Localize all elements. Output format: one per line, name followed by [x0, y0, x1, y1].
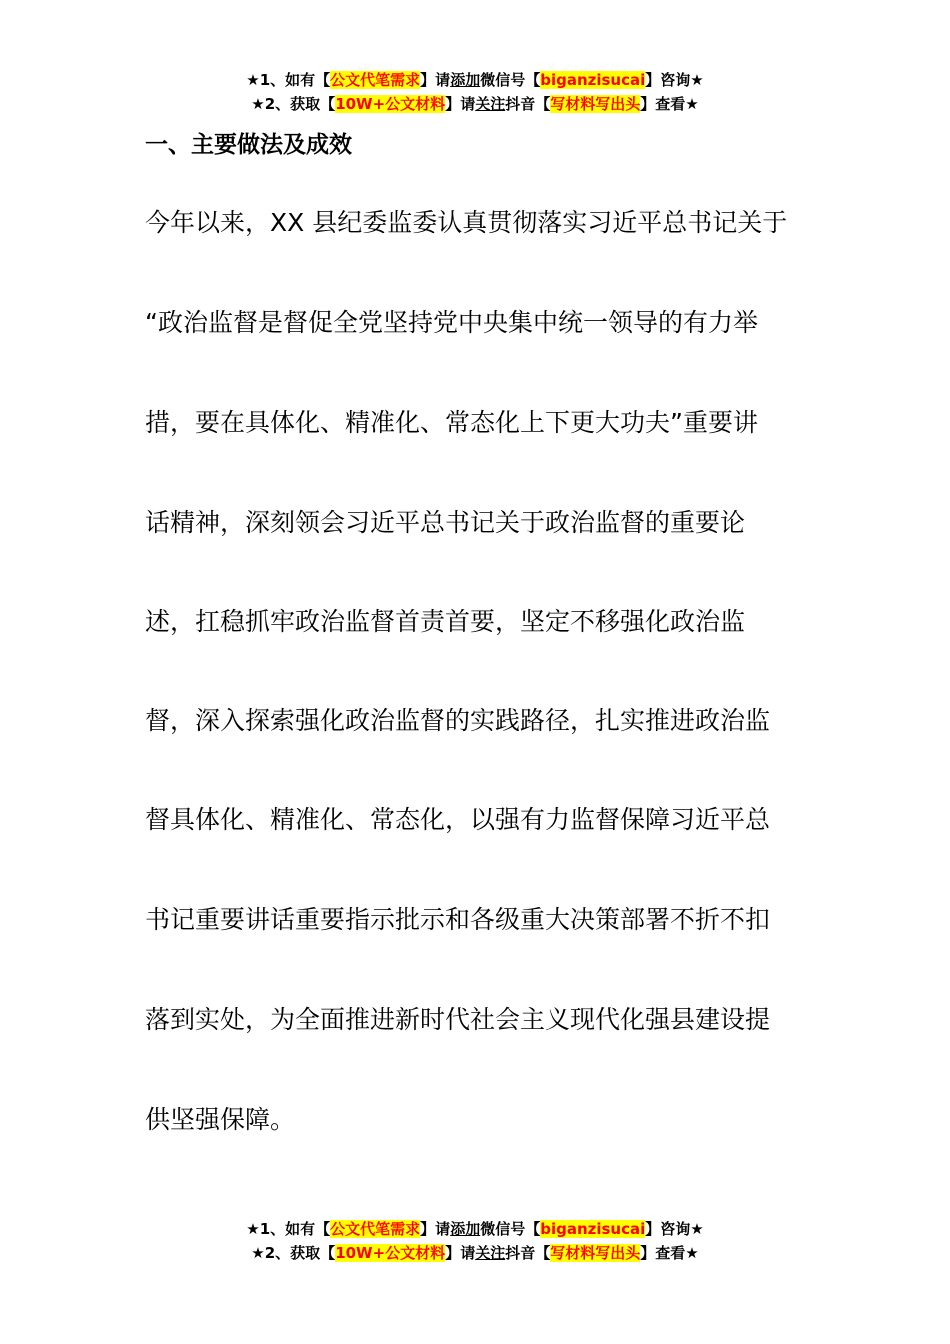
promo-highlight: 公文代笔需求	[330, 71, 421, 89]
promo-highlight: 公文代笔需求	[330, 1220, 421, 1238]
promo-line-2	[0, 92, 950, 116]
promo-highlight: 10W+公文材料	[335, 1244, 446, 1262]
promo-text: 微信号【	[480, 71, 541, 89]
paragraph-line: 述，扛稳抓牢政治监督首责首要，坚定不移强化政治监	[145, 607, 746, 636]
paragraph-line: 今年以来，XX 县纪委监委认真贯彻落实习近平总书记关于	[145, 208, 788, 237]
paragraph-line: 书记重要讲话重要指示批示和各级重大决策部署不折不扣	[145, 905, 771, 934]
promo-text: 】请	[445, 1244, 476, 1262]
paragraph-line: “政治监督是督促全党坚持党中央集中统一领导的有力举	[145, 308, 758, 337]
promo-underlined: 关注	[475, 1244, 506, 1262]
promo-underlined: 关注	[475, 95, 506, 113]
promo-text: ★2、获取【	[251, 95, 336, 113]
paragraph-line: 供坚强保障。	[145, 1105, 296, 1134]
promo-text: 】咨询★	[645, 1220, 704, 1238]
promo-underlined: 添加	[450, 71, 481, 89]
promo-highlight: 写材料写出头	[550, 95, 641, 113]
section-heading: 一、主要做法及成效	[145, 132, 352, 158]
promo-highlight: biganzisucai	[540, 71, 646, 89]
promo-text: 微信号【	[480, 1220, 541, 1238]
promo-text: 】请	[420, 71, 451, 89]
promo-line-1	[0, 68, 950, 92]
paragraph-line: 措，要在具体化、精准化、常态化上下更大功夫”重要讲	[145, 408, 758, 437]
promo-text: 】查看★	[640, 1244, 699, 1262]
promo-line-1	[0, 1217, 950, 1241]
promo-text: 】请	[445, 95, 476, 113]
promo-text: 】请	[420, 1220, 451, 1238]
promo-highlight: 10W+公文材料	[335, 95, 446, 113]
promo-text: ★1、如有【	[246, 71, 331, 89]
paragraph-line: 落到实处，为全面推进新时代社会主义现代化强县建设提	[145, 1005, 771, 1034]
paragraph-line: 话精神，深刻领会习近平总书记关于政治监督的重要论	[145, 508, 746, 537]
bottom-promo-banner	[0, 1217, 950, 1265]
promo-text: 】咨询★	[645, 71, 704, 89]
top-promo-banner	[0, 68, 950, 116]
promo-text: 抖音【	[505, 95, 551, 113]
promo-text: 】查看★	[640, 95, 699, 113]
promo-text: ★2、获取【	[251, 1244, 336, 1262]
paragraph-line: 督，深入探索强化政治监督的实践路径，扎实推进政治监	[145, 706, 771, 735]
paragraph-line: 督具体化、精准化、常态化，以强有力监督保障习近平总	[145, 805, 771, 834]
promo-highlight: 写材料写出头	[550, 1244, 641, 1262]
promo-underlined: 添加	[450, 1220, 481, 1238]
promo-text: 抖音【	[505, 1244, 551, 1262]
promo-line-2	[0, 1241, 950, 1265]
promo-highlight: biganzisucai	[540, 1220, 646, 1238]
promo-text: ★1、如有【	[246, 1220, 331, 1238]
